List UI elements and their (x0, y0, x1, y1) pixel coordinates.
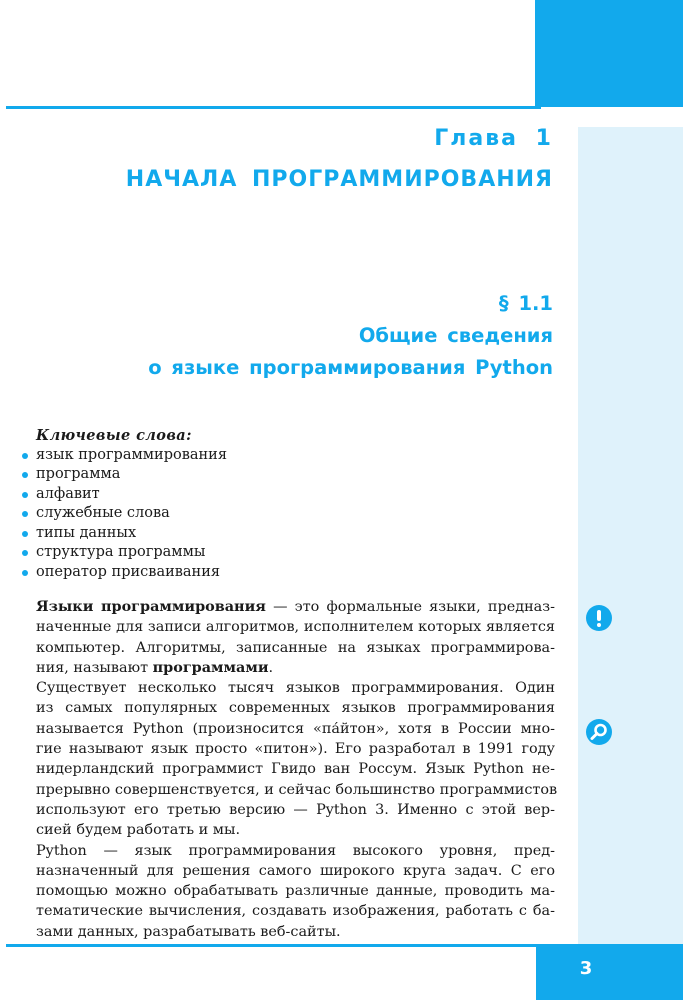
section-title-line2: о языке программирования Python (148, 356, 553, 379)
body-text (36, 597, 558, 942)
term-programming-languages: Языки программирования (36, 598, 266, 615)
keyword-item: служебные слова (22, 504, 322, 524)
keyword-item: структура программы (22, 543, 322, 563)
keyword-item: язык программирования (22, 446, 322, 466)
keyword-item: программа (22, 465, 322, 485)
text-line: сией будем работать и мы. (36, 822, 241, 839)
term-programs: программами (152, 658, 269, 676)
page-number-box (536, 944, 683, 1000)
header-rule (6, 106, 541, 109)
text-line: компьютер. Алгоритмы, записанные на языках программирова- (36, 639, 555, 656)
text-line: называется Python (произносится «па́йтон», хотя в России мно- (36, 720, 555, 737)
chapter-title: НАЧАЛА ПРОГРАММИРОВАНИЯ (125, 167, 553, 192)
keywords-heading: Ключевые слова: (36, 427, 192, 444)
paragraph-3 (36, 841, 555, 942)
keywords-box (22, 426, 322, 582)
text-line: прерывно совершенствуется, и сейчас большинство программистов (36, 781, 558, 798)
footer-rule (6, 944, 536, 947)
text-line: помощью можно обрабатывать различные данные, проводить ма- (36, 883, 555, 900)
text-line: зами данных, разрабатывать веб-сайты. (36, 923, 341, 940)
page-number: 3 (579, 958, 593, 979)
chapter-number: Глава 1 (434, 126, 553, 151)
header-color-block (535, 0, 683, 107)
text-fragment: — это формальные языки, предназ- (265, 599, 555, 615)
text-line: используют его третью версию — Python 3. Именно с этой вер- (36, 801, 555, 818)
keyword-item: оператор присваивания (22, 563, 322, 583)
text-line: Существует несколько тысяч языков программирования. Один (36, 680, 555, 697)
section-heading (148, 288, 553, 384)
text-line: наченные для записи алгоритмов, исполнителем которых является (36, 619, 555, 636)
text-fragment: . (268, 659, 274, 676)
exclamation-icon (586, 605, 612, 631)
keywords-list (22, 446, 322, 583)
keyword-item: типы данных (22, 524, 322, 544)
text-line (36, 597, 555, 617)
magnifier-icon (586, 719, 612, 745)
paragraph-2 (36, 678, 558, 840)
text-line: Python — язык программирования высокого уровня, пред- (36, 842, 555, 859)
text-line: гие называют язык просто «питон»). Его разработал в 1991 году (36, 741, 555, 758)
keyword-item: алфавит (22, 485, 322, 505)
margin-strip (578, 127, 683, 945)
text-fragment: ния, называют (36, 659, 153, 676)
text-line: назначенный для решения самого широкого круга задач. С его (36, 862, 555, 879)
paragraph-1 (36, 597, 555, 678)
section-number: § 1.1 (498, 292, 553, 315)
text-line (36, 658, 555, 678)
text-line: из самых популярных современных языков программирования (36, 700, 555, 717)
text-line: тематические вычисления, создавать изображения, работать с ба- (36, 903, 555, 920)
text-line: нидерландский программист Гвидо ван Россум. Язык Python не- (36, 761, 555, 778)
section-title-line1: Общие сведения (358, 324, 553, 347)
